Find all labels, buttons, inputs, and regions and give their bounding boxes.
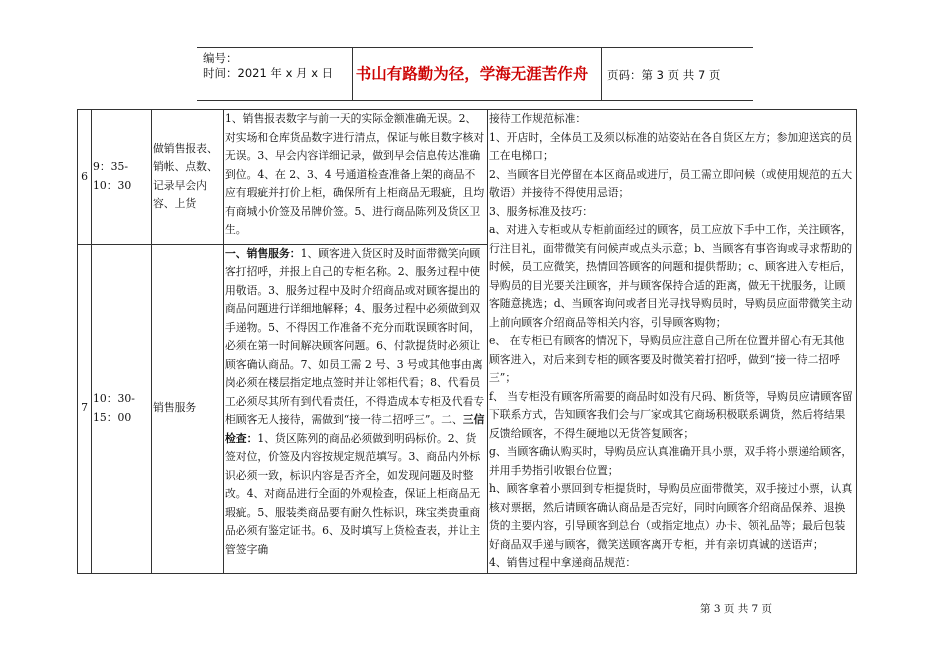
date-label: 时间：2021 年 x 月 x 日 [203,66,334,80]
service-standard-text: 接待工作规范标准： 1、开店时，全体员工及须以标准的站姿站在各自货区左方；参加迎送宾的员工在电梯口； 2、当顾客目光停留在本区商品或进厅，员工需立即问候（或使用规范的五大敬语）并接待不得使用忌语； 3、服务标准及技巧： a、对进入专柜或从专柜前面经过的顾客，员工应放下手中工作，关注顾客，行注目礼，面带微笑有问候声或点头示意；b、当顾客有事咨询或寻求帮助的时候，员工应微笑，热情回答顾客的问题和提供帮助；c、顾客进入专柜后，导购员的目光要关注顾客，并与顾客保持合适的距离，做无干扰服务，让顾客随意挑选；d、当顾客询问或者目光寻找导购员时，导购员应面带微笑主动上前向顾客介绍商品等相关内容，引导顾客购物； e、 在专柜已有顾客的情况下，导购员应注意自己所在位置并留心有无其他顾客进入，对后来到专柜的顾客要及时微笑着打招呼，做到“接一待二招呼三”； f、 当专柜没有顾客所需要的商品时如没有尺码、断货等，导购员应请顾客留下联系方式，告知顾客我们会与厂家或其它商场积极联系调货，然后将结果反馈给顾客，不得生硬地以无货答复顾客； g、当顾客确认购买时，导购员应认真准确开具小票，双手将小票递给顾客，并用手势指引收银台位置； h、顾客拿着小票回到专柜提货时，导购员应面带微笑，双手接过小票，认真核对票据，然后请顾客确认商品是否完好，同时向顾客介绍商品保养、退换货的主要内容，引导顾客到总台（或指定地点）办卡、领礼品等；最后包装好商品双手递与顾客，微笑送顾客离开专柜，并有亲切真诚的送语声； 4、销售过程中拿递商品规范： [488,110,857,574]
row-number: 6 [78,110,92,245]
row-task: 销售服务 [152,244,224,573]
row-detail [224,244,488,573]
section-heading: 一、销售服务： [225,246,301,260]
number-label: 编号： [203,51,238,65]
section-heading: 三信检查： [225,413,485,445]
table-row [78,110,857,245]
header-page-number: 页码：第 3 页 共 7 页 [607,68,721,82]
row-task: 做销售报表、销帐、点数、记录早会内容、上货 [152,110,224,245]
row-number: 7 [78,244,92,573]
header-divider [601,48,602,100]
detail-text: 1、顾客进入货区时及时面带微笑向顾客打招呼，并报上自己的专柜名称。2、服务过程中使用敬语。3、服务过程中及时介绍商品或对顾客提出的商品问题进行详细地解释；4、服务过程中必须做到双手递物。5、不得因工作准备不充分而耽误顾客时间，必须在第一时间解决顾客问题。6、付款提货时必须让顾客确认商品。7、如员工需 2 号、3 号或其他事由离岗必须在楼层指定地点签时并让邻柜代看；8、代看员工必须尽其所有到代看责任，不得造成本专柜及代看专柜顾客无人接待，需做到“接一待二招呼三”。二、 [225,246,485,427]
page-header [197,47,753,101]
page-footer: 第 3 页 共 7 页 [700,603,773,615]
header-motto: 书山有路勤为径，学海无涯苦作舟 [355,65,589,83]
procedure-table [77,109,857,574]
detail-text: 1、货区陈列的商品必须做到明码标价。2、货签对位，价签及内容按规定规范填写。3、商品内外标识必须一致，标识内容是否齐全，如发现问题及时整改。4、对商品进行全面的外观检查，保证上柜商品无瑕疵。5、服装类商品要有耐久性标识，珠宝类贵重商品必须有鉴定证书。6、及时填写上货检查表，并让主管签字确 [225,431,481,556]
row-time: 9：35- 10：30 [92,110,152,245]
header-meta [203,51,333,81]
row-time: 10：30- 15：00 [92,244,152,573]
row-detail: 1、销售报表数字与前一天的实际金额准确无误。2、对实场和仓库货品数字进行清点，保证与帐目数字核对无误。3、早会内容详细记录，做到早会信息传达准确到位。4、在 2、3、4 号通道检查准备上架的商品不应有瑕疵并打价上柜，确保所有上柜商品无瑕疵，且均有商城小价签及吊牌价签。5、进行商品陈列及货区卫生。 [224,110,488,245]
